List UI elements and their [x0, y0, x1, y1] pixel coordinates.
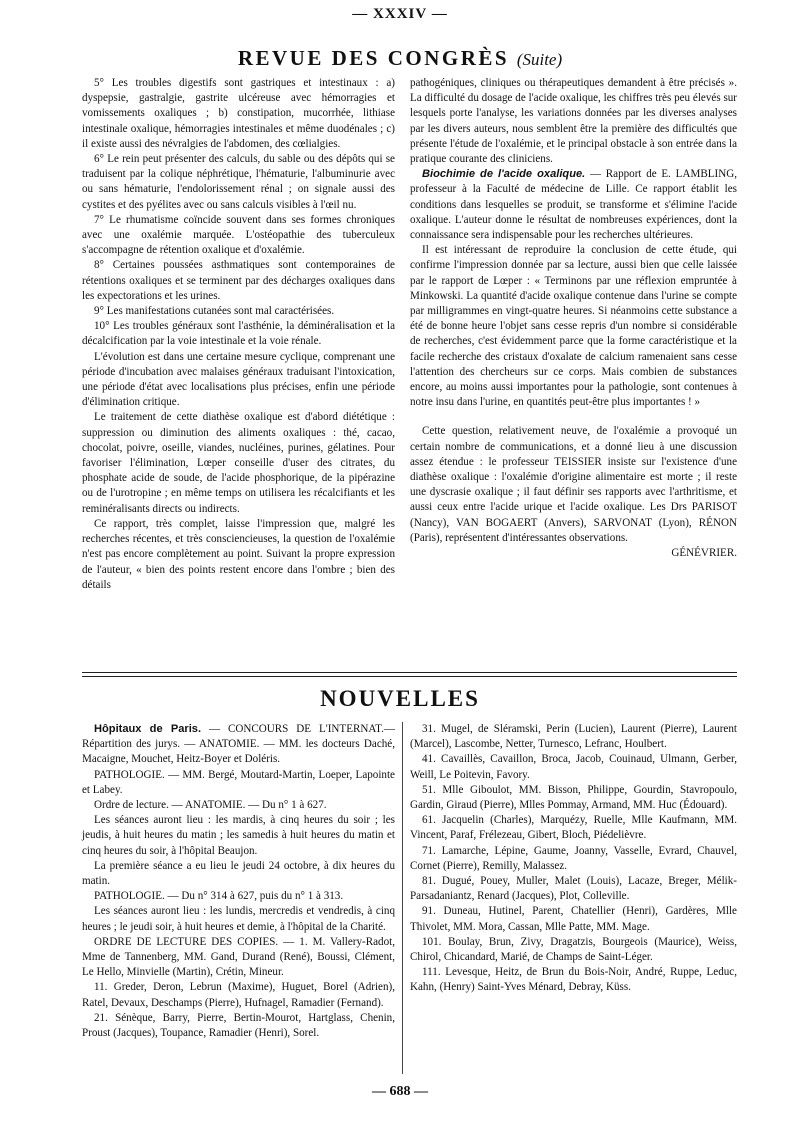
section-title	[0, 46, 800, 71]
biochimie-title: Biochimie de l'acide oxalique.	[422, 168, 586, 181]
paragraph: La première séance a eu lieu le jeudi 24 octobre, à dix heures du matin.	[82, 859, 395, 888]
hopitaux-paragraph	[82, 722, 395, 768]
paragraph: 9° Les manifestations cutanées sont mal caractérisées.	[94, 305, 335, 318]
paragraph: 8° Certaines poussées asthmatiques sont contemporaines de rétentions oxaliques et se terminent par des décharges oxaliques dans les expectorations et les urines.	[82, 259, 395, 302]
paragraph: pathogéniques, cliniques ou thérapeutiques demandent à être précisés ». La difficulté du dosage de l'acide oxalique, les chiffres très peu élevés sur lesquels porte l'analyse, les variations données par les diverses analyses par les divers auteurs, nous semblent être la première des difficultés que présente l'étude de l'oxalémie, et le principal obstacle à son entrée dans la pratique courante des cliniciens.	[410, 77, 737, 166]
divider	[82, 676, 737, 677]
page-number: — 688 —	[372, 1084, 428, 1099]
paragraph: 21. Sénèque, Barry, Pierre, Bertin-Mourot, Hartglass, Chenin, Proust (Jacques), Toupance, Ramadier (Henri), Sorel.	[82, 1011, 395, 1040]
list-item: 91. Duneau, Hutinel, Parent, Chatellier (Henri), Gardères, Mlle Thivolet, MM. Mora, Cassan, Mlle Patte, MM. Mage.	[410, 905, 737, 933]
list-item: 31. Mugel, de Sléramski, Perin (Lucien), Laurent (Pierre), Laurent (Marcel), Lascombe, Netter, Turnesco, Lefranc, Houlbert.	[410, 723, 737, 751]
column-separator	[402, 722, 403, 1074]
hopitaux-text: — CONCOURS DE L'INTERNAT.— Répartition des jurys. — ANATOMIE. — MM. les docteurs Daché, Macaigne, Mouchet, Heitz-Boyer et Doléris.	[82, 723, 395, 766]
paragraph: Ce rapport, très complet, laisse l'impression que, malgré les recherches récentes, et très consciencieuses, la question de l'oxalémie n'est pas encore complètement au point. Suivant la propre expression de l'auteur, « bien des points restent encore dans l'ombre ; bien des détails	[82, 517, 395, 591]
list-item: 41. Cavaillès, Cavaillon, Broca, Jacob, Couinaud, Ulmann, Gerber, Weill, Le Poitevin, Favory.	[410, 753, 737, 781]
paragraph: 11. Greder, Deron, Lebrun (Maxime), Huguet, Borel (Adrien), Ratel, Devaux, Deschamps (Pierre), Hufnagel, Ramadier (Fernand).	[82, 981, 395, 1009]
paragraph: PATHOLOGIE. — MM. Bergé, Moutard-Martin, Loeper, Lapointe et Labey.	[82, 768, 395, 796]
paragraph: ORDRE DE LECTURE DES COPIES. — 1. M. Vallery-Radot, Mme de Tannenberg, MM. Gand, Durand (René), Boussi, Clément, Le Hello, Minvielle (Martin), Crétin, Mineur.	[82, 935, 395, 979]
revue-left-column	[82, 76, 395, 593]
paragraph: Les séances auront lieu : les mardis, à cinq heures du soir ; les jeudis, à huit heures du matin ; les samedis à huit heures du matin et cinq heures du soir, à l'hôpital Beaujon.	[82, 814, 395, 857]
biochimie-paragraph	[410, 167, 737, 243]
paragraph: PATHOLOGIE. — Du n° 314 à 627, puis du n° 1 à 313.	[94, 890, 344, 903]
list-item: 61. Jacquelin (Charles), Marquézy, Ruelle, Mlle Kaufmann, MM. Vincent, Paraf, Frélezeau, Gibert, Bloch, Piédelièvre.	[410, 814, 737, 842]
paragraph: Les séances auront lieu : les lundis, mercredis et vendredis, à cinq heures ; le jeudi soir, à huit heures et demie, à l'hôpital de la Charité.	[82, 905, 395, 933]
list-item: 111. Levesque, Heitz, de Brun du Bois-Noir, André, Ruppe, Leduc, Kahn, (Henry) Saint-Yves Ménard, Debray, Küss.	[410, 966, 737, 994]
hopitaux-title: Hôpitaux de Paris.	[94, 723, 202, 735]
paragraph: 7° Le rhumatisme coïncide souvent dans ses formes chroniques avec une oxalémie marquée. L'ostéopathie des tuberculeux s'accompagne de rétention oxalique et d'oxalémie.	[82, 213, 395, 257]
list-item: 51. Mlle Giboulot, MM. Bisson, Philippe, Gourdin, Stavropoulo, Gardin, Giraud (Pierre), Mlles Pommay, Armand, MM. Huc (Édouard).	[410, 783, 737, 812]
spacer	[410, 410, 737, 424]
paragraph: 6° Le rein peut présenter des calculs, du sable ou des dépôts qui se traduisent par la colique néphrétique, l'hématurie, l'albuminurie avec ou sans hématurie, l'endolorissement rénal ; on signale aussi des cystites et des pyélites avec ou sans calculs visibles à l'œil nu.	[82, 153, 395, 211]
list-item: 71. Lamarche, Lépine, Gaume, Joanny, Vasselle, Evrard, Chauvel, Cornet (Pierre), Remilly, Malassez.	[410, 844, 737, 872]
paragraph: Le traitement de cette diathèse oxalique est d'abord diététique : suppression ou diminution des aliments oxaliques : thé, cacao, chocolat, poivre, oseille, viandes, nucléines, purines, gélatines. Pour favoriser l'élimination, Lœper conseille d'user des citrates, du phosphate acide de soude, de l'acide phosphorique, de la pipérazine ou de l'urotropine ; en même temps on utilisera les récalcifiants et les reminéralisants directs ou indirects.	[82, 411, 395, 515]
biochimie-text: — Rapport de E. LAMBLING, professeur à la Faculté de médecine de Lille. Ce rapport établit les conditions dans lesquelles se produit, se transforme et s'élimine l'acide oxalique. L'auteur donne le résultat de nombreuses expériences, dont la connaissance sera indispensable pour les recherches ultérieures.	[410, 168, 737, 242]
paragraph: Ordre de lecture. — ANATOMIE. — Du n° 1 à 627.	[94, 799, 327, 812]
paragraph: 10° Les troubles généraux sont l'asthénie, la déminéralisation et la décalcification par la voie intestinale et la voie rénale.	[82, 320, 395, 348]
paragraph: Cette question, relativement neuve, de l'oxalémie a provoqué un certain nombre de communications, et a donné lieu à une discussion assez étendue : le professeur TEISSIER insiste sur l'existence d'une diathèse oxalique : l'oxalémie d'origine alimentaire est morte ; il reste une dyscrasie oxalique ; il faut définir ses rapports avec l'arthritisme, et aussi ceux entre l'acide urique et l'acide oxalique. Les Drs PARISOT (Nancy), VAN BOGAERT (Anvers), SARVONAT (Lyon), RÉNON (Paris), représentent d'intéressantes observations.	[410, 425, 737, 544]
section-title-suite: (Suite)	[516, 50, 563, 69]
signature: GÉNÉVRIER.	[671, 547, 737, 560]
paragraph: L'évolution est dans une certaine mesure cyclique, comprenant une période d'incubation avec malaises généraux traduisant l'intoxication, une période d'état avec localisations plus précises, enfin une période d'élimination critique.	[82, 350, 395, 409]
paragraph: 5° Les troubles digestifs sont gastriques et intestinaux : a) dyspepsie, gastralgie, gastrite ulcéreuse avec hémorragies et vomissements oxaliques ; b) constipation, mucorrhée, lithiase intestinale oxalique, hémorragies intestinales et même duodénales ; c) il existe aussi des névralgies de l'abdomen, des cœlialgies.	[82, 77, 395, 150]
revue-right-column	[410, 76, 737, 561]
section-title-text: REVUE DES CONGRÈS	[237, 46, 510, 70]
nouvelles-left-column	[82, 722, 395, 1041]
list-item: 101. Boulay, Brun, Zivy, Dragatzis, Bourgeois (Maurice), Weiss, Chirol, Chicandard, Marié, de Champs de Saint-Léger.	[410, 935, 737, 964]
nouvelles-right-column	[410, 722, 737, 996]
paragraph: Il est intéressant de reproduire la conclusion de cette étude, qui confirme l'impression donnée par sa lecture, aussi bien que celle laissée par le rapport de Lœper : « Terminons par une réflexion empruntée à Minkowski. La quantité d'acide oxalique contenue dans l'urine se compte par milligrammes en vingt-quatre heures. Si néanmoins cette substance a été de bonne heure l'objet sans cesse repris d'un nombre si considérable de recherches, c'est évidemment parce que la forme caractéristique et la facile recherche des cristaux d'oxalate de calcium ramenaient sans cesse l'attention des chercheurs sur ce corps. Mais combien de substances encore, au moins aussi importantes pour la pathologie, sont contenues à notre insu dans l'urine, en quantités peut-être plus importantes ! »	[410, 244, 737, 409]
roman-page-number: — XXXIV —	[352, 6, 448, 22]
nouvelles-title: NOUVELLES	[320, 686, 480, 711]
list-item: 81. Dugué, Pouey, Muller, Malet (Louis), Lacaze, Breger, Mélik-Parsadaniantz, Renard (Jacques), Plot, Colleville.	[410, 875, 737, 903]
divider	[82, 672, 737, 673]
